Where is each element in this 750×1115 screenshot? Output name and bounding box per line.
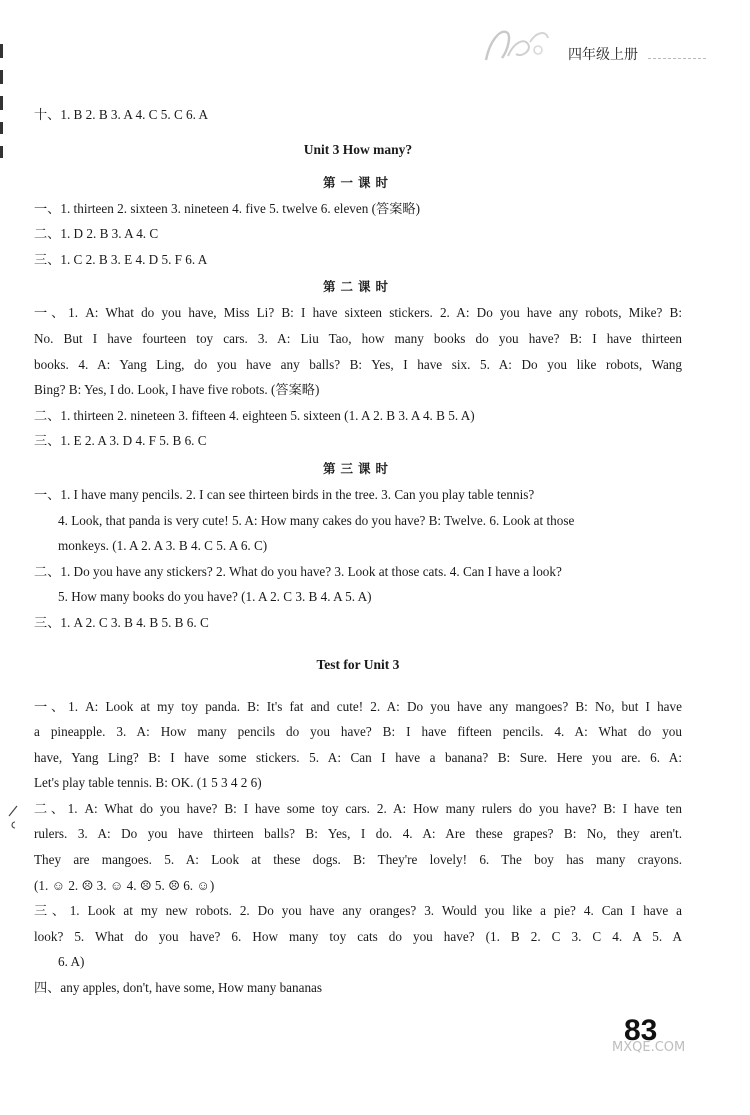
answer-line: 一、1. I have many pencils. 2. I can see thirteen birds in the tree. 3. Can you play table tennis? — [34, 486, 535, 502]
answer-line: 一、1. thirteen 2. sixteen 3. nineteen 4. five 5. twelve 6. eleven (答案略) — [34, 200, 420, 216]
margin-scribble-icon — [6, 804, 20, 830]
answer-line: books. 4. A: Yang Ling, do you have any balls? B: Yes, I have six. 5. A: Do you like robots, Wang — [34, 356, 682, 372]
page-number: 83 — [624, 1014, 658, 1047]
answer-line: 二、1. thirteen 2. nineteen 3. fifteen 4. eighteen 5. sixteen (1. A 2. B 3. A 4. B 5. A) — [34, 407, 475, 423]
binding-mark — [0, 44, 3, 58]
answer-line: 四、any apples, don't, have some, How many bananas — [34, 980, 323, 996]
answer-line: monkeys. (1. A 2. A 3. B 4. C 5. A 6. C) — [58, 538, 268, 554]
binding-mark — [0, 96, 3, 110]
answer-line: 三、1. E 2. A 3. D 4. F 5. B 6. C — [34, 433, 207, 449]
watermark: MXQE.COM — [612, 1040, 686, 1055]
answer-line: 5. How many books do you have? (1. A 2. C 3. B 4. A 5. A) — [58, 589, 372, 605]
header-divider — [648, 58, 706, 59]
binding-mark — [0, 146, 3, 158]
answer-line: They are mangoes. 5. A: Look at these dogs. B: They're lovely! 6. The boy has many crayons. — [34, 852, 682, 868]
answer-line: 6. A) — [58, 954, 85, 970]
grade-label: 四年级上册 — [568, 47, 638, 63]
answer-line: 二、1. D 2. B 3. A 4. C — [34, 226, 159, 242]
header-logo-icon — [478, 22, 568, 68]
answer-line: Bing? B: Yes, I do. Look, I have five robots. (答案略) — [34, 382, 320, 398]
answer-line: a pineapple. 3. A: How many pencils do you have? B: I have fifteen pencils. 4. A: What do you — [34, 724, 682, 740]
lesson-title: 第二课时 — [322, 279, 393, 295]
answer-line: (1. ☺ 2. ☹ 3. ☺ 4. ☹ 5. ☹ 6. ☺) — [34, 877, 215, 893]
answer-line: 十、1. B 2. B 3. A 4. C 5. C 6. A — [34, 107, 209, 122]
answer-line: 二、1. Do you have any stickers? 2. What do you have? 3. Look at those cats. 4. Can I have a look? — [34, 563, 562, 579]
binding-mark — [0, 122, 3, 134]
answer-line: 一、1. A: What do you have, Miss Li? B: I have sixteen stickers. 2. A: Do you have any robots, Mike? B: — [34, 305, 682, 321]
answer-line: 二、1. A: What do you have? B: I have some toy cars. 2. A: How many rulers do you have? B: I have ten — [34, 800, 682, 816]
answer-line: look? 5. What do you have? 6. How many toy cats do you have? (1. B 2. C 3. C 4. A 5. A — [34, 928, 682, 944]
test-title: Test for Unit 3 — [316, 656, 400, 672]
answer-line: rulers. 3. A: Do you have thirteen balls? B: Yes, I do. 4. A: Are these grapes? B: No, they aren't. — [34, 826, 682, 842]
lesson-title: 第一课时 — [322, 174, 393, 190]
answer-line: Let's play table tennis. B: OK. (1 5 3 4 2 6) — [34, 775, 262, 791]
answer-line: 三、1. A 2. C 3. B 4. B 5. B 6. C — [34, 614, 209, 630]
answer-line: No. But I have fourteen toy cars. 3. A: Liu Tao, how many books do you have? B: I have thirteen — [34, 330, 682, 346]
answer-content — [34, 102, 682, 1001]
answer-line: 一、1. A: Look at my toy panda. B: It's fat and cute! 2. A: Do you have any mangoes? B: No, but I have — [34, 698, 682, 714]
unit-title: Unit 3 How many? — [303, 141, 413, 157]
lesson-title: 第三课时 — [322, 460, 393, 476]
answer-line: 三、1. Look at my new robots. 2. Do you have any oranges? 3. Would you like a pie? 4. Can I have a — [34, 903, 682, 919]
answer-line: 4. Look, that panda is very cute! 5. A: How many cakes do you have? B: Twelve. 6. Look at those — [58, 512, 575, 528]
answer-line: 三、1. C 2. B 3. E 4. D 5. F 6. A — [34, 251, 208, 267]
binding-mark — [0, 70, 3, 84]
answer-line: have, Yang Ling? B: I have some stickers. 5. A: Can I have a banana? B: Sure. Here you are. 6. A: — [34, 749, 682, 765]
